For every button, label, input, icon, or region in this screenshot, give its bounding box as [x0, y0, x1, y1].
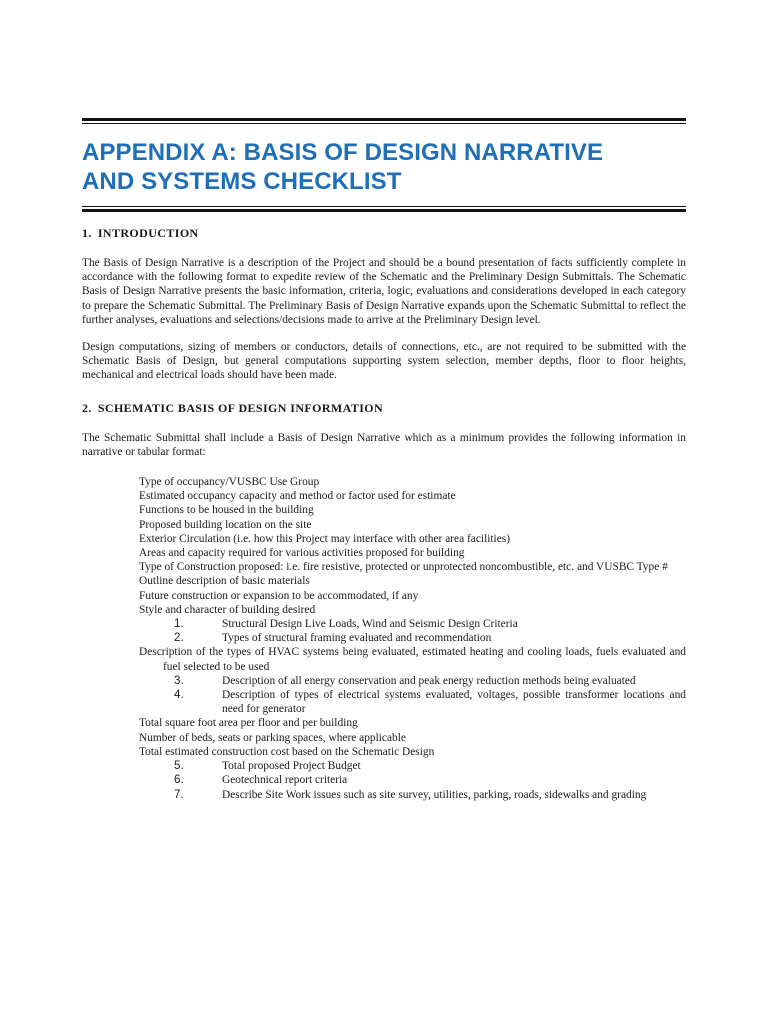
intro-paragraph-2: Design computations, sizing of members or conductors, details of connections, etc., are not required to be submitted with the Schematic Basis of Design, but general computations supporting system selection, member depths, floor to floor heights, mechanical and electrical loads should have been made.	[82, 341, 686, 382]
section-1-number: 1.	[82, 226, 92, 240]
item-number: 7.	[174, 787, 184, 801]
top-rule	[82, 118, 686, 124]
item-text: Description of types of electrical systems evaluated, voltages, possible transformer locations and need for generator	[222, 689, 686, 716]
section-2-heading	[82, 401, 686, 416]
numbered-item	[174, 674, 686, 688]
item-number: 4.	[174, 688, 184, 702]
item-text: Describe Site Work issues such as site survey, utilities, parking, roads, sidewalks and grading	[222, 788, 647, 801]
section-2-title: SCHEMATIC BASIS OF DESIGN INFORMATION	[97, 400, 384, 415]
list-item: Number of beds, seats or parking spaces, where applicable	[139, 731, 406, 744]
section-1-title: INTRODUCTION	[97, 226, 199, 240]
title-line-2: AND SYSTEMS CHECKLIST	[82, 168, 402, 195]
list-item: Exterior Circulation (i.e. how this Project may interface with other area facilities)	[139, 532, 511, 545]
item-number: 6.	[174, 773, 184, 787]
numbered-item	[174, 759, 686, 773]
item-number: 3.	[174, 673, 184, 687]
list-item: Type of occupancy/VUSBC Use Group	[139, 476, 320, 489]
list-item: Total square foot area per floor and per building	[139, 717, 358, 730]
list-item: Style and character of building desired	[139, 603, 316, 616]
list-item: Estimated occupancy capacity and method or factor used for estimate	[139, 490, 456, 503]
item-text: Structural Design Live Loads, Wind and Seismic Design Criteria	[222, 618, 518, 631]
section-1-heading	[82, 226, 686, 241]
item-text: Types of structural framing evaluated and recommendation	[222, 632, 492, 645]
list-item: Description of the types of HVAC systems being evaluated, estimated heating and cooling loads, fuels evaluated and fuel selected to be used	[139, 646, 686, 673]
list-item: Future construction or expansion to be accommodated, if any	[139, 589, 419, 602]
numbered-item	[174, 688, 686, 716]
item-text: Geotechnical report criteria	[222, 774, 348, 787]
list-item: Proposed building location on the site	[139, 518, 312, 531]
list-item: Total estimated construction cost based on the Schematic Design	[139, 745, 435, 758]
list-item: Functions to be housed in the building	[139, 504, 314, 517]
checklist	[139, 475, 686, 802]
numbered-item	[174, 617, 686, 631]
intro-paragraph-1: The Basis of Design Narrative is a description of the Project and should be a bound presentation of facts sufficiently complete in accordance with the following format to expedite review of the Schematic and the Preliminary Design Submittals. The Schematic Basis of Design Narrative presents the basic information, criteria, logic, evaluations and considerations developed in each category to prepare the Schematic Submittal. The Preliminary Basis of Design Narrative expands upon the Schematic Submittal to reflect the further analyses, evaluations and selections/decisions made to arrive at the Preliminary Design level.	[82, 257, 686, 326]
page-title	[82, 138, 686, 196]
section-2-number: 2.	[82, 400, 92, 415]
item-number: 2.	[174, 631, 184, 645]
list-item: Type of Construction proposed: i.e. fire resistive, protected or unprotected noncombustible, etc. and VUSBC Type #	[139, 561, 668, 574]
numbered-item	[174, 788, 686, 802]
item-text: Description of all energy conservation and peak energy reduction methods being evaluated	[222, 674, 636, 687]
document-page	[82, 118, 686, 802]
title-line-1: APPENDIX A: BASIS OF DESIGN NARRATIVE	[82, 139, 604, 166]
numbered-item	[174, 773, 686, 787]
item-number: 5.	[174, 759, 184, 773]
item-number: 1.	[174, 617, 184, 631]
list-item: Outline description of basic materials	[139, 575, 310, 588]
title-bottom-rule	[82, 206, 686, 212]
item-text: Total proposed Project Budget	[222, 760, 361, 773]
numbered-item	[174, 631, 686, 645]
section-2-intro: The Schematic Submittal shall include a Basis of Design Narrative which as a minimum provides the following information in narrative or tabular format:	[82, 431, 686, 458]
list-item: Areas and capacity required for various activities proposed for building	[139, 547, 465, 560]
